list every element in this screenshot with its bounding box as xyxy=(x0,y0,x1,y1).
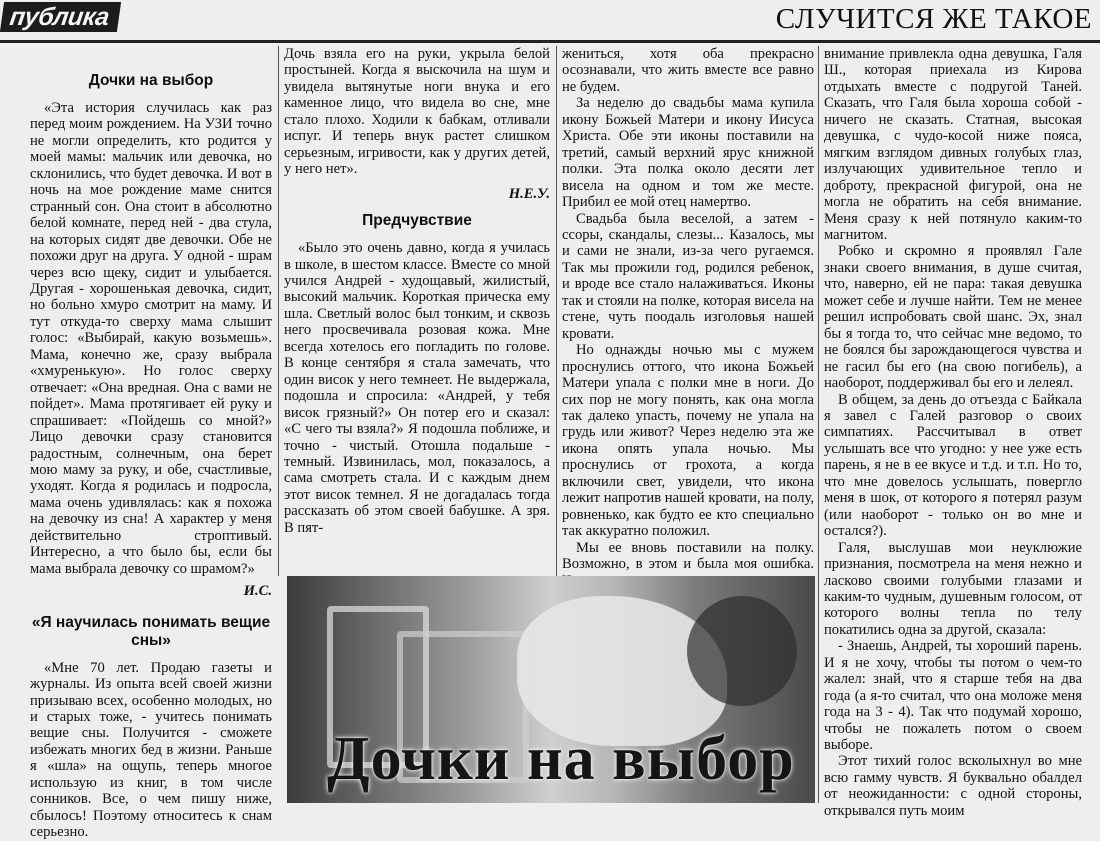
column-1 xyxy=(30,46,272,841)
story1-signature: И.С. xyxy=(243,583,272,600)
story5-paragraph: Робко и скромно я проявлял Гале знаки своего внимания, в душе считая, что, наверно, ей не пара: такая девушка может себе и лучше найти. Тем не менее решил испробовать свой шанс. Эх, знал бы я тогда то, что сейчас мне ведомо, то не боялся бы зарождающегося чувства и не гасил бы его (на свою погибель), а наоборот, поддерживал бы его и лелеял. xyxy=(824,243,1082,392)
story-title-premonition: Предчувствие xyxy=(362,212,472,230)
story4-paragraph: Но однажды ночью мы с мужем проснулись оттого, что икона Божьей Матери упала с полки мне в ноги. До сих пор не могу понять, как она могла так далеко упасть, почему не упала на грудь или живот? Через неделю эта же икона опять упала ночью. Мы проснулись от грохота, а когда включили свет, увидели, что икона лежит напротив нашей кровати, на полу, ровненько, как будто ее кто специально так аккуратно положил. xyxy=(562,342,814,540)
story4-paragraph: Свадьба была веселой, а затем - ссоры, скандалы, слезы... Казалось, мы и сами не знали, из-за чего ругаемся. Так мы прожили год, родился ребенок, и вроде все стало налаживаться. Иконы так и стояли на полке, которая висела на стене, чуть поодаль изголовья нашей кровати. xyxy=(562,210,814,342)
story-title-daughters: Дочки на выбор xyxy=(88,72,214,89)
story3-paragraph: «Было это очень давно, когда я училась в школе, в шестом классе. Вместе со мной учился Андрей - худощавый, жилистый, высокий мальчик. Короткая прическа ему шла. Светлый волос был тонким, и сквозь него просвечивала розовая кожа. Мне всегда хотелось его погладить по голове. В конце сентября я стала замечать, что один висок у него темнеет. Не выдержала, подошла и спросила: «Андрей, у тебя висок грязный?» Он потер его и сказал: «С чего ты взяла?» Я подошла поближе, и точно - чистый. Отошла подальше - темный. Извинилась, мол, показалось, а сама смотреть стала. И с каждым днем этот висок темнел. Я не догадалась тогда рассказать об этом своей бабушке. А зря. В пят- xyxy=(284,240,550,536)
story4-paragraph: Мы ее вновь поставили на полку. Возможно, в этом и была моя ошибка. xyxy=(562,539,814,573)
rubric-title: СЛУЧИТСЯ ЖЕ ТАКОЕ xyxy=(775,3,1092,35)
story5-paragraph: внимание привлекла одна девушка, Галя Ш., которая приехала из Кирова отдыхать вместе с подругой Таней. Сказать, что Галя была хороша собой - ничего не сказать. Статная, высокая девушка, с чудо-косой ниже пояса, мягким взглядом дивных голубых глаз, излучающих удивительное тепло и доброту, прекрасной фигурой, она не могла не обратить на себя внимание. Меня сразу к ней потянуло каким-то магнитом. xyxy=(824,46,1082,243)
column-3 xyxy=(562,46,814,589)
column-2 xyxy=(284,46,550,536)
column-divider xyxy=(278,46,279,576)
photo-caption: Дочки на выбор xyxy=(327,725,795,793)
story4-paragraph: жениться, хотя оба прекрасно осознавали, что жить вместе все равно не будем. xyxy=(562,46,814,95)
story5-paragraph: Галя, выслушав мои неуклюжие признания, посмотрела на меня нежно и ласково своими голубыми глазами и каким-то чудным, душевным голосом, от которого волны тепла по телу покатились одна за другой, сказала: xyxy=(824,539,1082,638)
column-divider xyxy=(818,46,819,803)
story5-paragraph: - Знаешь, Андрей, ты хороший парень. И я не хочу, чтобы ты потом о чем-то жалел: знай, что я старше тебя на два года (а я-то считал, что она моложе меня года на 3 - 4). Так что подумай хорошо, чтобы не пожалеть потом о своем выборе. xyxy=(824,638,1082,754)
column-4 xyxy=(824,46,1082,819)
column-divider xyxy=(556,46,557,576)
story2-signature: Н.Е.У. xyxy=(508,185,550,202)
story2-continuation: Дочь взяла его на руки, укрыла белой простыней. Когда я выскочила на шум и увидела вытянутые ноги внука и его каменное лицо, что видела во сне, мне стало плохо. Ходили к бабкам, отливали испуг. И теперь внук растет слишком серьезным, игривости, как у других детей, у него нет». xyxy=(284,46,550,178)
page-header xyxy=(0,0,1100,42)
story4-paragraph: За неделю до свадьбы мама купила икону Божьей Матери и икону Иисуса Христа. Обе эти иконы поставили на третий, самый верхний ярус книжной полки. Эта полка около десяти лет висела на одном и том же месте. Прибил ее мой отец намертво. xyxy=(562,95,814,211)
story1-paragraph: «Эта история случилась как раз перед моим рождением. На УЗИ точно не могли определить, кто родится у моей мамы: мальчик или девочка, но склонились, что будет девочка. И вот в ночь на мое рождение маме снится странный сон. Она стоит в абсолютно белой комнате, перед ней - два стула, на которых сидят две девочки. Обе не похожи друг на друга. У одной - шрам через всю щеку, сидит и улыбается. Другая - хорошенькая девочка, сидит, но больно хмуро смотрит на маму. И тут откуда-то сверху мама слышит голос: «Выбирай, какую возьмешь». Мама, конечно же, сразу выбрала «хмуренькую». Но голос сверху отвечает: «Она вредная. Она с вами не пойдет». Мама протягивает ей руку и спрашивает: «Пойдешь со мной?» Лицо девочки сразу становится радостным, солнечным, она берет мою маму за руку, и обе, счастливые, уходят. Когда я родилась и подросла, мама очень удивлялась: как я похожа на девочку из сна! А характер у меня действительно строптивый. Интересно, а что было бы, если бы мама выбрала девочку со шрамом?» xyxy=(30,100,272,577)
story5-paragraph: Этот тихий голос всколыхнул во мне всю гамму чувств. Я буквально обалдел от неожиданности: с одной стороны, открывался путь моим xyxy=(824,753,1082,819)
figure-shape xyxy=(687,596,797,706)
header-rule xyxy=(0,40,1100,43)
story2-paragraph: «Мне 70 лет. Продаю газеты и журналы. Из опыта всей своей жизни призываю всех, особенно молодых, но и старых тоже, - учитесь понимать вещие сны. Получится - сможете избежать многих бед в жизни. Раньше я «шла» на ощупь, теперь многое использую из книг, в том числе сонников. Все, о чем пишу ниже, сбылось! Поэтому относитесь к снам серьезно. xyxy=(30,659,272,841)
publication-logo: публика xyxy=(0,2,121,32)
story-title-dreams: «Я научилась понимать вещие сны» xyxy=(31,613,271,649)
illustration-photo xyxy=(287,576,815,803)
story5-paragraph: В общем, за день до отъезда с Байкала я завел с Галей разговор о своих симпатиях. Рассчитывал в ответ услышать все что угодно: у нее уже есть парень, я не в ее вкусе и т.д. и т.п. Но то, что мне довелось услышать, повергло меня в шок, от которого я потерял разум (или наоборот - только он во мне и остался?). xyxy=(824,391,1082,540)
